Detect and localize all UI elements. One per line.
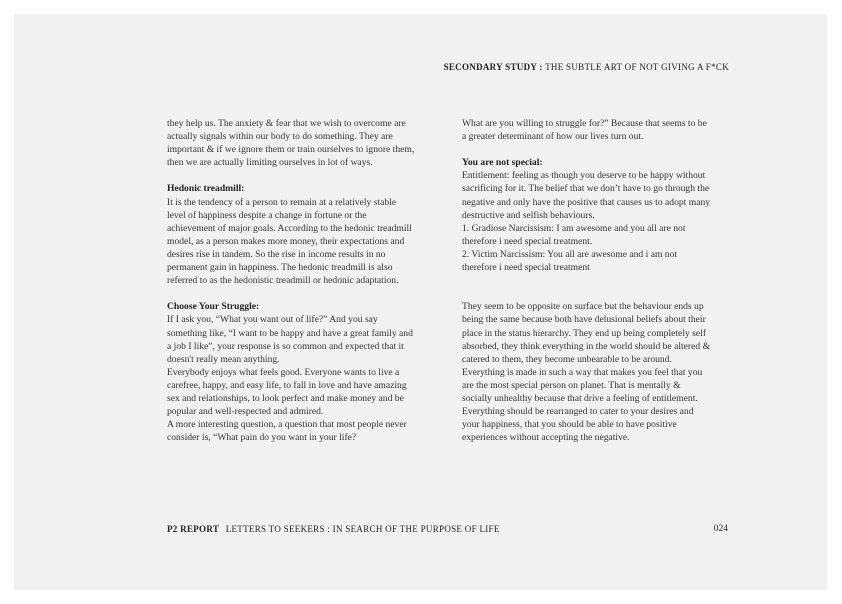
header-section-label: SECONDARY STUDY : [443,62,543,72]
choose-struggle-paragraph-2: Everybody enjoys what feels good. Everyone wants to live a carefree, happy, and easy life, to fall in love and have amazing sex and relationships, to look perfect and make money and be popular and well-respected and admired. [167,366,407,418]
right-intro-paragraph: What are you willing to struggle for?” Because that seems to be a greater determinant of how our lives turn out. [462,118,707,143]
left-column [167,117,415,444]
choose-struggle-heading: Choose Your Struggle: [167,301,260,313]
entitlement-paragraph: Entitlement: feeling as though you deserve to be happy without sacrificing for it. The belief that we don’t have to go through the negative and only have the positive that causes us to adopt many destructive and selfish behaviours. [462,170,711,221]
right-column [462,117,712,444]
closing-paragraph: They seem to be opposite on surface but the behaviour ends up being the same because both have delusional beliefs about their place in the status hierarchy. They end up being completely self absorbed, they think everything in the world should be altered & catered to them, they become unbearable to be around. Everything is made in such a way that makes you feel that you are the most special person on planet. That is mentally & socially unhealthy because that drive a feeling of entitlement. Everything should be rearranged to cater to your desires and your happiness, that you should be able to have positive experiences without accepting the negative. [462,301,711,444]
running-header [444,62,729,72]
footer-report-label: P2 REPORT [167,524,220,534]
left-intro-paragraph: they help us. The anxiety & fear that we wish to overcome are actually signals within our body to do something. They are important & if we ignore them or train ourselves to ignore them, then we are actually limiting ourselves in lot of ways. [167,118,415,169]
not-special-heading: You are not special: [462,157,543,169]
hedonic-treadmill-paragraph: It is the tendency of a person to remain at a relatively stable level of happiness despite a change in fortune or the achievement of major goals. According to the hedonic treadmill model, as a person makes more money, their expectations and desires rise in tandem. So the rise in income results in no permanent gain in happiness. The hedonic treadmill is also referred to as the hedonistic treadmill or hedonic adaptation. [167,196,412,287]
choose-struggle-paragraph-3: A more interesting question, a question that most people never consider is, “What pain do you want in your life? [167,419,407,444]
header-title: THE SUBTLE ART OF NOT GIVING A F*CK [545,62,729,72]
choose-struggle-paragraph-1: If I ask you, “What you want out of life?” And you say something like, “I want to be happy and have a great family and a job I like”, your response is so common and expected that it doesn't really mean anything. [167,314,413,365]
page-number: 024 [713,524,728,534]
footer-title: LETTERS TO SEEKERS : IN SEARCH OF THE PURPOSE OF LIFE [225,524,500,534]
victim-narcissism-item: 2. Victim Narcissism: You all are awesome and i am not therefore i need special treatment [462,248,678,274]
grandiose-narcissism-item: 1. Gradiose Narcissism: I am awesome and you all are not therefore i need special treatment. [462,222,686,247]
running-footer [167,524,500,534]
hedonic-treadmill-heading: Hedonic treadmill: [167,183,245,195]
